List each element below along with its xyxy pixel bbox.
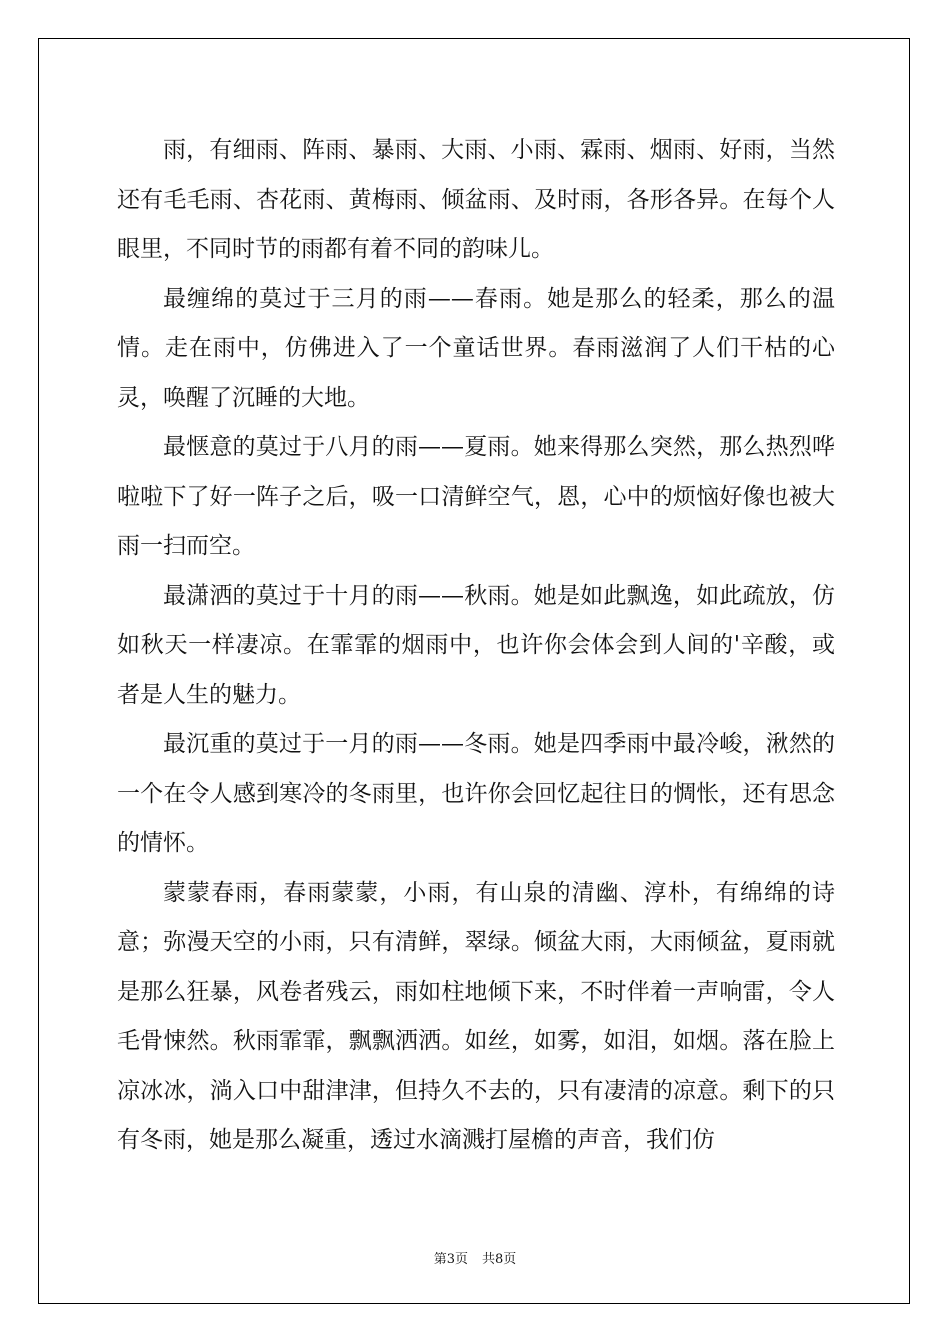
paragraph-four-seasons-summary: 蒙蒙春雨，春雨蒙蒙，小雨，有山泉的清幽、淳朴，有绵绵的诗意；弥漫天空的小雨，只有清鲜，翠绿。倾盆大雨，大雨倾盆，夏雨就是那么狂暴，风卷者残云，雨如柱地倾下来，不时伴着一声响雷，令人毛骨悚然。秋雨霏霏，飘飘洒洒。如丝，如雾，如泪，如烟。落在脸上凉冰冰，淌入口中甜津津，但持久不去的，只有凄清的凉意。剩下的只有冬雨，她是那么凝重，透过水滴溅打屋檐的声音，我们仿 <box>117 879 835 1153</box>
page-total: 共8页 <box>482 1252 517 1267</box>
page-footer <box>0 1248 950 1267</box>
paragraph-autumn-rain: 最潇洒的莫过于十月的雨——秋雨。她是如此飘逸，如此疏放，仿如秋天一样凄凉。在霏霏的烟雨中，也许你会体会到人间的'辛酸，或者是人生的魅力。 <box>117 582 835 708</box>
page-number: 第3页 <box>433 1252 468 1267</box>
paragraph-variety-of-rain: 雨，有细雨、阵雨、暴雨、大雨、小雨、霖雨、烟雨、好雨，当然还有毛毛雨、杏花雨、黄梅雨、倾盆雨、及时雨，各形各异。在每个人眼里，不同时节的雨都有着不同的韵味儿。 <box>117 137 835 262</box>
document-body <box>117 126 835 1166</box>
paragraph-winter-rain: 最沉重的莫过于一月的雨——冬雨。她是四季雨中最冷峻，湫然的一个在令人感到寒冷的冬雨里，也许你会回忆起往日的惆怅，还有思念的情怀。 <box>117 731 835 856</box>
paragraph-summer-rain: 最惬意的莫过于八月的雨——夏雨。她来得那么突然，那么热烈哗啦啦下了好一阵子之后，吸一口清鲜空气，恩，心中的烦恼好像也被大雨一扫而空。 <box>117 434 835 559</box>
paragraph-spring-rain: 最缠绵的莫过于三月的雨——春雨。她是那么的轻柔，那么的温情。走在雨中，仿佛进入了一个童话世界。春雨滋润了人们干枯的心灵，唤醒了沉睡的大地。 <box>117 285 835 411</box>
